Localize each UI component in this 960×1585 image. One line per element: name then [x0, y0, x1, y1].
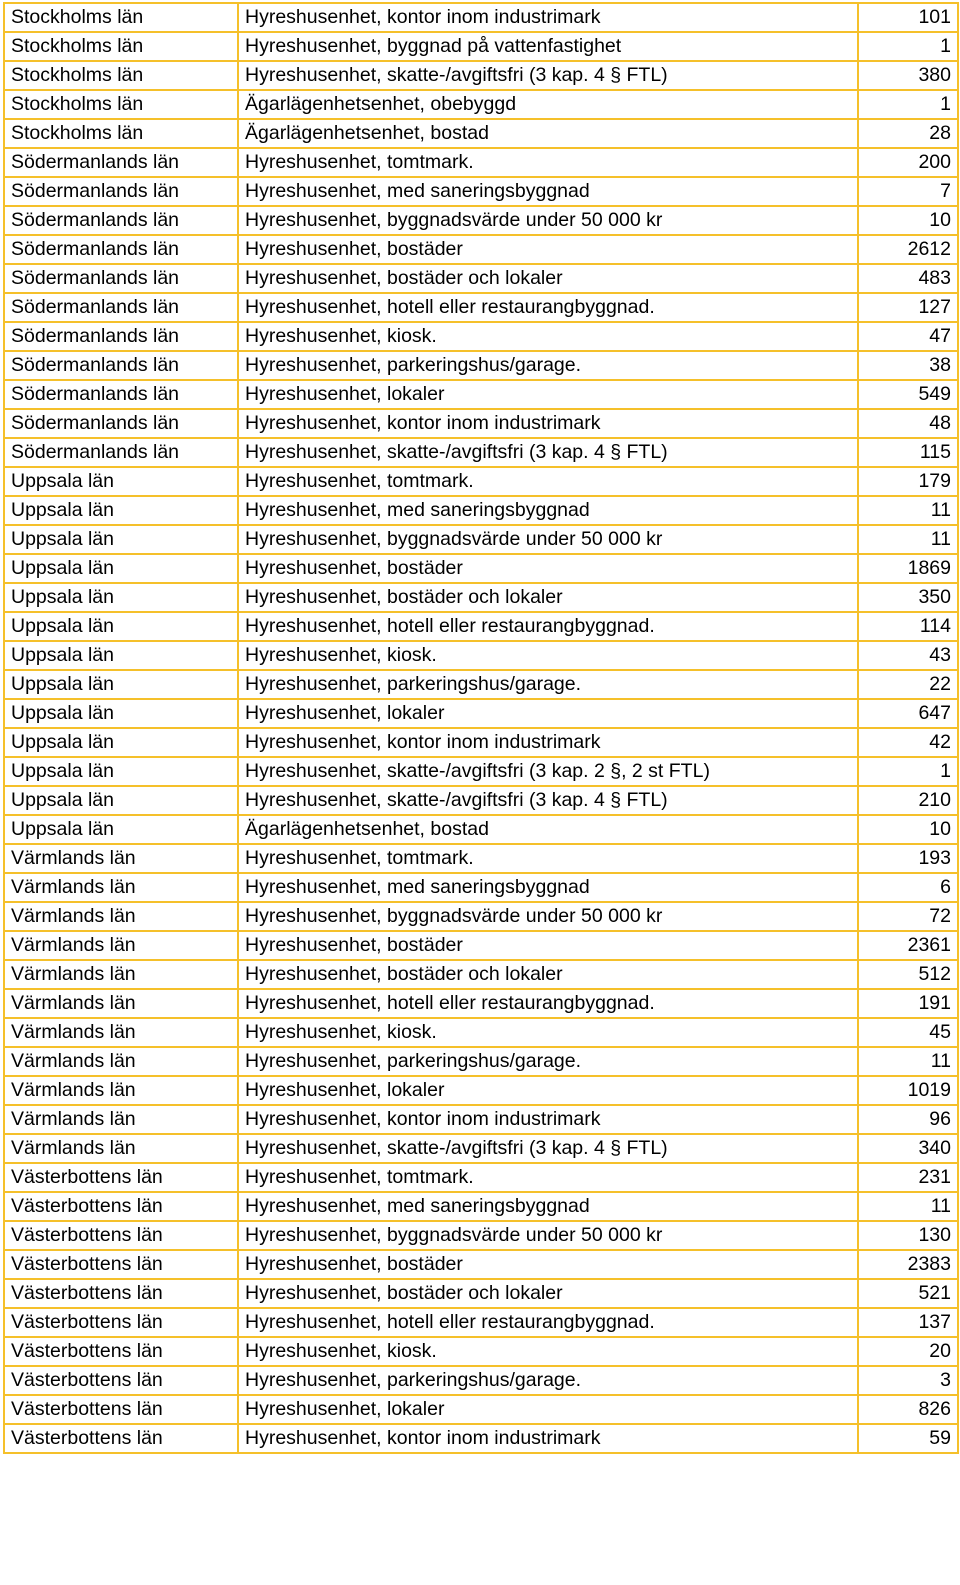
- county-cell[interactable]: Värmlands län: [4, 902, 238, 931]
- table-row: [4, 380, 958, 409]
- property-type-cell[interactable]: Hyreshusenhet, med saneringsbyggnad: [238, 1192, 858, 1221]
- count-cell[interactable]: 512: [858, 960, 958, 989]
- count-cell[interactable]: 38: [858, 351, 958, 380]
- table-row: [4, 1221, 958, 1250]
- table-row: [4, 1192, 958, 1221]
- count-cell[interactable]: 47: [858, 322, 958, 351]
- count-cell[interactable]: 59: [858, 1424, 958, 1453]
- table-row: [4, 1076, 958, 1105]
- table-row: [4, 670, 958, 699]
- county-cell[interactable]: Västerbottens län: [4, 1308, 238, 1337]
- county-cell[interactable]: Södermanlands län: [4, 206, 238, 235]
- table-row: [4, 61, 958, 90]
- table-row: [4, 699, 958, 728]
- count-cell[interactable]: 826: [858, 1395, 958, 1424]
- property-type-cell[interactable]: Hyreshusenhet, skatte-/avgiftsfri (3 kap. 4 § FTL): [238, 786, 858, 815]
- count-cell[interactable]: 22: [858, 670, 958, 699]
- count-cell[interactable]: 42: [858, 728, 958, 757]
- count-cell[interactable]: 549: [858, 380, 958, 409]
- property-type-cell[interactable]: Hyreshusenhet, hotell eller restaurangbyggnad.: [238, 612, 858, 641]
- property-type-cell[interactable]: Ägarlägenhetsenhet, bostad: [238, 815, 858, 844]
- property-type-cell[interactable]: Hyreshusenhet, byggnadsvärde under 50 000 kr: [238, 206, 858, 235]
- table-row: [4, 3, 958, 32]
- county-cell[interactable]: Västerbottens län: [4, 1366, 238, 1395]
- county-cell[interactable]: Södermanlands län: [4, 177, 238, 206]
- county-cell[interactable]: Västerbottens län: [4, 1395, 238, 1424]
- table-row: [4, 351, 958, 380]
- table-row: [4, 322, 958, 351]
- property-type-cell[interactable]: Hyreshusenhet, med saneringsbyggnad: [238, 873, 858, 902]
- count-cell[interactable]: 2612: [858, 235, 958, 264]
- property-type-cell[interactable]: Hyreshusenhet, byggnadsvärde under 50 000 kr: [238, 902, 858, 931]
- count-cell[interactable]: 20: [858, 1337, 958, 1366]
- property-type-cell[interactable]: Hyreshusenhet, kontor inom industrimark: [238, 1424, 858, 1453]
- county-cell[interactable]: Värmlands län: [4, 1076, 238, 1105]
- count-cell[interactable]: 45: [858, 1018, 958, 1047]
- table-row: [4, 815, 958, 844]
- property-type-cell[interactable]: Hyreshusenhet, bostäder och lokaler: [238, 960, 858, 989]
- table-row: [4, 989, 958, 1018]
- count-cell[interactable]: 1869: [858, 554, 958, 583]
- county-cell[interactable]: Västerbottens län: [4, 1337, 238, 1366]
- table-row: [4, 177, 958, 206]
- count-cell[interactable]: 28: [858, 119, 958, 148]
- count-cell[interactable]: 48: [858, 409, 958, 438]
- property-type-cell[interactable]: Hyreshusenhet, kontor inom industrimark: [238, 409, 858, 438]
- count-cell[interactable]: 2383: [858, 1250, 958, 1279]
- count-cell[interactable]: 191: [858, 989, 958, 1018]
- count-cell[interactable]: 115: [858, 438, 958, 467]
- table-row: [4, 1134, 958, 1163]
- property-type-cell[interactable]: Hyreshusenhet, bostäder och lokaler: [238, 264, 858, 293]
- table-row: [4, 525, 958, 554]
- county-cell[interactable]: Värmlands län: [4, 1018, 238, 1047]
- county-cell[interactable]: Södermanlands län: [4, 293, 238, 322]
- count-cell[interactable]: 647: [858, 699, 958, 728]
- table-row: [4, 235, 958, 264]
- table-row: [4, 119, 958, 148]
- county-cell[interactable]: Uppsala län: [4, 786, 238, 815]
- count-cell[interactable]: 1: [858, 90, 958, 119]
- property-type-cell[interactable]: Hyreshusenhet, byggnad på vattenfastighet: [238, 32, 858, 61]
- count-cell[interactable]: 1: [858, 32, 958, 61]
- count-cell[interactable]: 101: [858, 3, 958, 32]
- table-row: [4, 32, 958, 61]
- county-cell[interactable]: Uppsala län: [4, 757, 238, 786]
- county-cell[interactable]: Uppsala län: [4, 583, 238, 612]
- count-cell[interactable]: 193: [858, 844, 958, 873]
- count-cell[interactable]: 10: [858, 815, 958, 844]
- county-cell[interactable]: Uppsala län: [4, 699, 238, 728]
- county-cell[interactable]: Västerbottens län: [4, 1424, 238, 1453]
- county-cell[interactable]: Uppsala län: [4, 467, 238, 496]
- count-cell[interactable]: 231: [858, 1163, 958, 1192]
- county-cell[interactable]: Värmlands län: [4, 1047, 238, 1076]
- property-type-cell[interactable]: Hyreshusenhet, kiosk.: [238, 322, 858, 351]
- table-row: [4, 1105, 958, 1134]
- table-row: [4, 1366, 958, 1395]
- county-cell[interactable]: Uppsala län: [4, 641, 238, 670]
- county-cell[interactable]: Värmlands län: [4, 844, 238, 873]
- table-body: [4, 3, 958, 1453]
- table-row: [4, 728, 958, 757]
- table-row: [4, 1279, 958, 1308]
- property-type-cell[interactable]: Hyreshusenhet, bostäder: [238, 931, 858, 960]
- county-cell[interactable]: Uppsala län: [4, 525, 238, 554]
- property-type-cell[interactable]: Hyreshusenhet, hotell eller restaurangbyggnad.: [238, 1308, 858, 1337]
- table-row: [4, 467, 958, 496]
- count-cell[interactable]: 11: [858, 496, 958, 525]
- table-row: [4, 612, 958, 641]
- property-type-cell[interactable]: Hyreshusenhet, skatte-/avgiftsfri (3 kap. 2 §, 2 st FTL): [238, 757, 858, 786]
- table-row: [4, 1047, 958, 1076]
- table-row: [4, 148, 958, 177]
- property-type-cell[interactable]: Ägarlägenhetsenhet, obebyggd: [238, 90, 858, 119]
- county-cell[interactable]: Västerbottens län: [4, 1279, 238, 1308]
- property-type-cell[interactable]: Hyreshusenhet, tomtmark.: [238, 1163, 858, 1192]
- property-type-cell[interactable]: Hyreshusenhet, skatte-/avgiftsfri (3 kap. 4 § FTL): [238, 1134, 858, 1163]
- property-type-cell[interactable]: Hyreshusenhet, kontor inom industrimark: [238, 1105, 858, 1134]
- table-row: [4, 496, 958, 525]
- table-row: [4, 293, 958, 322]
- county-cell[interactable]: Stockholms län: [4, 90, 238, 119]
- county-cell[interactable]: Värmlands län: [4, 873, 238, 902]
- property-type-cell[interactable]: Hyreshusenhet, bostäder: [238, 1250, 858, 1279]
- table-row: [4, 757, 958, 786]
- table-row: [4, 1308, 958, 1337]
- property-type-cell[interactable]: Hyreshusenhet, byggnadsvärde under 50 000 kr: [238, 1221, 858, 1250]
- count-cell[interactable]: 179: [858, 467, 958, 496]
- county-cell[interactable]: Värmlands län: [4, 1105, 238, 1134]
- table-row: [4, 873, 958, 902]
- table-row: [4, 1018, 958, 1047]
- county-cell[interactable]: Uppsala län: [4, 728, 238, 757]
- property-type-cell[interactable]: Hyreshusenhet, parkeringshus/garage.: [238, 1047, 858, 1076]
- count-cell[interactable]: 127: [858, 293, 958, 322]
- county-cell[interactable]: Västerbottens län: [4, 1163, 238, 1192]
- count-cell[interactable]: 210: [858, 786, 958, 815]
- count-cell[interactable]: 1019: [858, 1076, 958, 1105]
- count-cell[interactable]: 6: [858, 873, 958, 902]
- table-row: [4, 438, 958, 467]
- property-type-cell[interactable]: Hyreshusenhet, kontor inom industrimark: [238, 3, 858, 32]
- property-type-cell[interactable]: Hyreshusenhet, hotell eller restaurangbyggnad.: [238, 989, 858, 1018]
- table-row: [4, 583, 958, 612]
- table-row: [4, 1337, 958, 1366]
- table-row: [4, 931, 958, 960]
- table-row: [4, 844, 958, 873]
- property-type-cell[interactable]: Hyreshusenhet, bostäder och lokaler: [238, 583, 858, 612]
- county-cell[interactable]: Stockholms län: [4, 3, 238, 32]
- property-type-cell[interactable]: Hyreshusenhet, lokaler: [238, 699, 858, 728]
- property-type-cell[interactable]: Hyreshusenhet, lokaler: [238, 1076, 858, 1105]
- county-cell[interactable]: Stockholms län: [4, 61, 238, 90]
- property-type-cell[interactable]: Hyreshusenhet, bostäder: [238, 554, 858, 583]
- county-cell[interactable]: Södermanlands län: [4, 351, 238, 380]
- count-cell[interactable]: 11: [858, 1047, 958, 1076]
- property-type-cell[interactable]: Hyreshusenhet, skatte-/avgiftsfri (3 kap. 4 § FTL): [238, 438, 858, 467]
- count-cell[interactable]: 200: [858, 148, 958, 177]
- property-type-cell[interactable]: Hyreshusenhet, kiosk.: [238, 641, 858, 670]
- table-row: [4, 960, 958, 989]
- property-type-cell[interactable]: Hyreshusenhet, bostäder: [238, 235, 858, 264]
- property-type-cell[interactable]: Hyreshusenhet, hotell eller restaurangbyggnad.: [238, 293, 858, 322]
- county-cell[interactable]: Västerbottens län: [4, 1221, 238, 1250]
- property-type-cell[interactable]: Hyreshusenhet, skatte-/avgiftsfri (3 kap. 4 § FTL): [238, 61, 858, 90]
- count-cell[interactable]: 96: [858, 1105, 958, 1134]
- table-row: [4, 786, 958, 815]
- county-cell[interactable]: Södermanlands län: [4, 438, 238, 467]
- count-cell[interactable]: 10: [858, 206, 958, 235]
- table-row: [4, 90, 958, 119]
- table-row: [4, 1163, 958, 1192]
- property-type-cell[interactable]: Hyreshusenhet, tomtmark.: [238, 844, 858, 873]
- property-type-cell[interactable]: Hyreshusenhet, parkeringshus/garage.: [238, 351, 858, 380]
- county-cell[interactable]: Södermanlands län: [4, 322, 238, 351]
- data-table: [3, 2, 959, 1454]
- table-row: [4, 902, 958, 931]
- county-cell[interactable]: Södermanlands län: [4, 264, 238, 293]
- count-cell[interactable]: 340: [858, 1134, 958, 1163]
- property-type-cell[interactable]: Hyreshusenhet, kiosk.: [238, 1337, 858, 1366]
- property-type-cell[interactable]: Hyreshusenhet, parkeringshus/garage.: [238, 1366, 858, 1395]
- count-cell[interactable]: 114: [858, 612, 958, 641]
- count-cell[interactable]: 130: [858, 1221, 958, 1250]
- county-cell[interactable]: Uppsala län: [4, 612, 238, 641]
- county-cell[interactable]: Västerbottens län: [4, 1250, 238, 1279]
- property-type-cell[interactable]: Hyreshusenhet, bostäder och lokaler: [238, 1279, 858, 1308]
- county-cell[interactable]: Värmlands län: [4, 989, 238, 1018]
- table-row: [4, 409, 958, 438]
- count-cell[interactable]: 380: [858, 61, 958, 90]
- count-cell[interactable]: 3: [858, 1366, 958, 1395]
- table-row: [4, 1424, 958, 1453]
- county-cell[interactable]: Stockholms län: [4, 32, 238, 61]
- county-cell[interactable]: Södermanlands län: [4, 409, 238, 438]
- county-cell[interactable]: Värmlands län: [4, 1134, 238, 1163]
- county-cell[interactable]: Uppsala län: [4, 670, 238, 699]
- property-type-cell[interactable]: Hyreshusenhet, byggnadsvärde under 50 000 kr: [238, 525, 858, 554]
- count-cell[interactable]: 483: [858, 264, 958, 293]
- property-type-cell[interactable]: Hyreshusenhet, parkeringshus/garage.: [238, 670, 858, 699]
- county-cell[interactable]: Stockholms län: [4, 119, 238, 148]
- count-cell[interactable]: 11: [858, 1192, 958, 1221]
- county-cell[interactable]: Södermanlands län: [4, 148, 238, 177]
- table-row: [4, 206, 958, 235]
- property-type-cell[interactable]: Hyreshusenhet, kiosk.: [238, 1018, 858, 1047]
- table-row: [4, 554, 958, 583]
- county-cell[interactable]: Uppsala län: [4, 554, 238, 583]
- table-row: [4, 1250, 958, 1279]
- property-type-cell[interactable]: Ägarlägenhetsenhet, bostad: [238, 119, 858, 148]
- county-cell[interactable]: Värmlands län: [4, 931, 238, 960]
- county-cell[interactable]: Uppsala län: [4, 496, 238, 525]
- table-row: [4, 264, 958, 293]
- count-cell[interactable]: 521: [858, 1279, 958, 1308]
- property-type-cell[interactable]: Hyreshusenhet, lokaler: [238, 380, 858, 409]
- count-cell[interactable]: 1: [858, 757, 958, 786]
- count-cell[interactable]: 43: [858, 641, 958, 670]
- property-type-cell[interactable]: Hyreshusenhet, med saneringsbyggnad: [238, 496, 858, 525]
- county-cell[interactable]: Södermanlands län: [4, 235, 238, 264]
- property-type-cell[interactable]: Hyreshusenhet, tomtmark.: [238, 467, 858, 496]
- property-type-cell[interactable]: Hyreshusenhet, kontor inom industrimark: [238, 728, 858, 757]
- county-cell[interactable]: Uppsala län: [4, 815, 238, 844]
- count-cell[interactable]: 137: [858, 1308, 958, 1337]
- count-cell[interactable]: 7: [858, 177, 958, 206]
- property-type-cell[interactable]: Hyreshusenhet, med saneringsbyggnad: [238, 177, 858, 206]
- count-cell[interactable]: 350: [858, 583, 958, 612]
- county-cell[interactable]: Värmlands län: [4, 960, 238, 989]
- count-cell[interactable]: 2361: [858, 931, 958, 960]
- property-type-cell[interactable]: Hyreshusenhet, tomtmark.: [238, 148, 858, 177]
- county-cell[interactable]: Södermanlands län: [4, 380, 238, 409]
- count-cell[interactable]: 11: [858, 525, 958, 554]
- county-cell[interactable]: Västerbottens län: [4, 1192, 238, 1221]
- count-cell[interactable]: 72: [858, 902, 958, 931]
- table-row: [4, 1395, 958, 1424]
- table-row: [4, 641, 958, 670]
- property-type-cell[interactable]: Hyreshusenhet, lokaler: [238, 1395, 858, 1424]
